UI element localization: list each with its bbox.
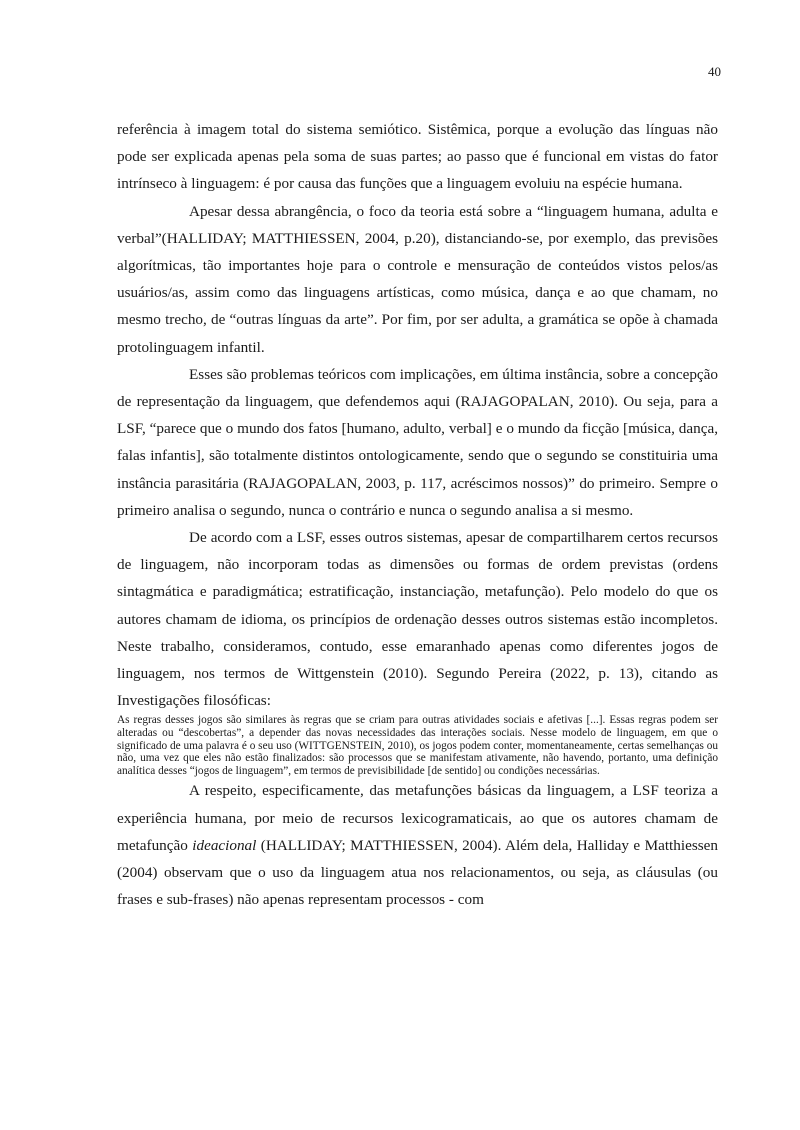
paragraph-5-italic-term: ideacional [192, 836, 257, 854]
paragraph-2: Apesar dessa abrangência, o foco da teoria está sobre a “linguagem humana, adulta e verbal”(HALLIDAY; MATTHIESSEN, 2004, p.20), distanciando-se, por exemplo, das previsões algorítmicas, tão importantes hoje para o controle e mensuração de conteúdos vistos pelos/as usuários/as, assim como das linguagens artísticas, como música, dança e ao que chamam, no mesmo trecho, de “outras línguas da arte”. Por fim, por ser adulta, a gramática se opõe à chamada protolinguagem infantil. [117, 202, 718, 356]
paragraph-5-part-2: (HALLIDAY; MATTHIESSEN, 2004). Além dela, Halliday e Matthiessen (2004) observam que o uso da linguagem atua nos relacionamentos, ou seja, as cláusulas (ou frases e sub-frases) não apenas representam processos - com [117, 836, 718, 909]
paragraph-5-part-1: A respeito, especificamente, das metafunções básicas da linguagem, a LSF teoriza a experiência humana, por meio de recursos lexicogramaticais, ao que os autores chamam de metafunção [117, 782, 718, 854]
paragraph-3: Esses são problemas teóricos com implicações, em última instância, sobre a concepção de representação da linguagem, que defendemos aqui (RAJAGOPALAN, 2010). Ou seja, para a LSF, “parece que o mundo dos fatos [humano, adulto, verbal] e o mundo da ficção [música, dança, falas infantis], são totalmente distintos ontologicamente, sendo que o segundo se constituiria uma instância parasitária (RAJAGOPALAN, 2003, p. 117, acréscimos nossos)” do primeiro. Sempre o primeiro analisa o segundo, nunca o contrário e nunca o segundo analisa a si mesmo. [117, 365, 718, 519]
paragraph-4: De acordo com a LSF, esses outros sistemas, apesar de compartilharem certos recursos de linguagem, não incorporam todas as dimensões ou formas de ordem previstas (ordens sintagmática e paradigmática; estratificação, instanciação, metafunção). Pelo modelo do que os autores chamam de idioma, os princípios de ordenação desses outros sistemas estão incompletos. Neste trabalho, consideramos, contudo, esse emaranhado apenas como diferentes jogos de linguagem, nos termos de Wittgenstein (2010). Segundo Pereira (2022, p. 13), citando as Investigações filosóficas: [117, 529, 718, 710]
page-number: 40 [708, 64, 721, 79]
paragraph-1: referência à imagem total do sistema semiótico. Sistêmica, porque a evolução das línguas não pode ser explicada apenas pela soma de suas partes; ao passo que é funcional em vistas do fator intrínseco à linguagem: é por causa das funções que a linguagem evoluiu na espécie humana. [117, 121, 718, 193]
body-text [117, 116, 718, 913]
block-quote: As regras desses jogos são similares às regras que se criam para outras atividades sociais e afetivas [...]. Essas regras podem ser alteradas ou “descobertas”, a depender das novas necessidades das interações sociais. Nesse modelo de linguagem, em que o significado de uma palavra é o seu uso (WITTGENSTEIN, 2010), os jogos podem conter, momentaneamente, certas semelhanças ou não, uma vez que eles não estão finalizados: são processos que se manifestam ativamente, não havendo, portanto, uma definição analítica desses “jogos de linguagem”, em termos de previsibilidade [de sentido] ou condições necessárias. [117, 714, 718, 777]
paragraph-5 [117, 777, 718, 913]
